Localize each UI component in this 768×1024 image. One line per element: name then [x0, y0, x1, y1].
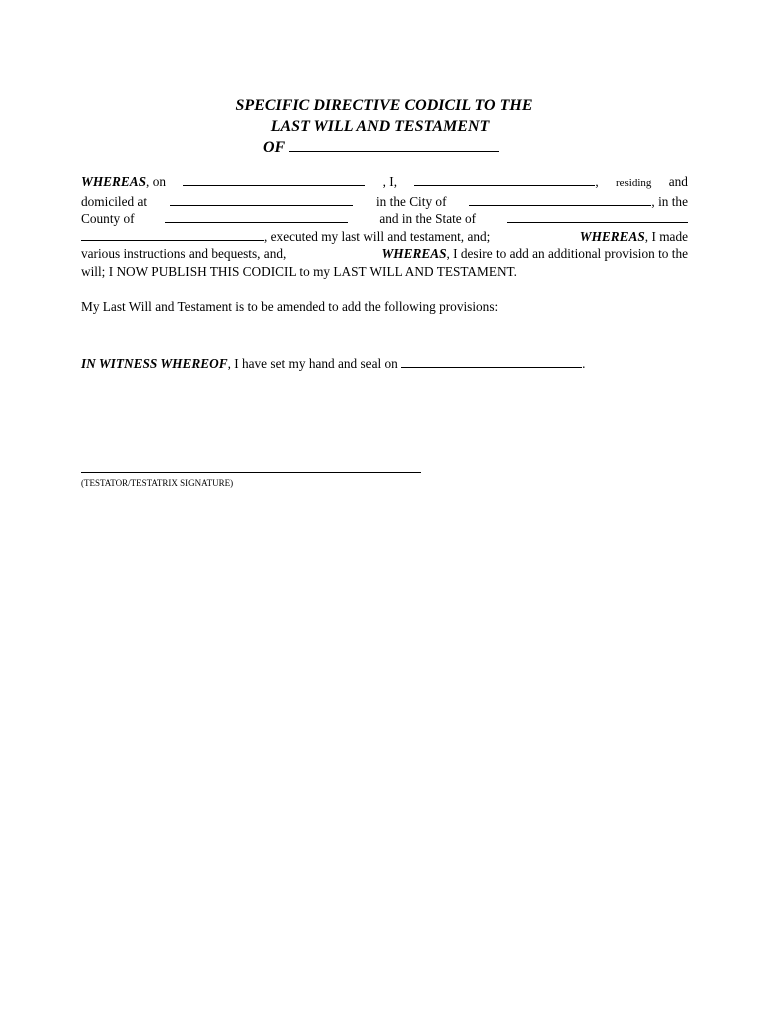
row4-lead	[81, 228, 490, 246]
witness-paragraph	[81, 355, 585, 373]
whereas-row-2	[81, 193, 688, 211]
witness-rest: , I have set my hand and seal on	[227, 356, 398, 371]
state-blank[interactable]	[507, 210, 688, 223]
whereas-row-1	[81, 173, 688, 193]
name-blank[interactable]	[414, 173, 595, 186]
state-of-text: and in the State of	[379, 211, 477, 227]
i-text: , I,	[382, 174, 398, 189]
in-the-text: , in the	[651, 193, 688, 209]
whereas-row-3	[81, 210, 688, 228]
address-blank[interactable]	[170, 193, 353, 206]
seal-date-blank[interactable]	[401, 355, 582, 368]
whereas-term-3: WHEREAS	[381, 246, 447, 262]
comma-text: ,	[595, 174, 599, 189]
testator-name-blank[interactable]	[289, 137, 499, 152]
title-line-3	[0, 137, 768, 158]
whereas-row-5	[81, 245, 688, 263]
row5-tail	[381, 245, 688, 263]
domiciled-at-text: domiciled at	[81, 193, 148, 209]
desire-text: , I desire to add an additional provision to the	[446, 246, 688, 262]
city-of-text: in the City of	[375, 193, 447, 209]
signature-caption: (TESTATOR/TESTATRIX SIGNATURE)	[81, 478, 234, 488]
whereas-row-6: will; I NOW PUBLISH THIS CODICIL to my LAST WILL AND TESTAMENT.	[81, 263, 518, 279]
whereas-paragraph	[81, 173, 688, 281]
row1-name-group	[414, 173, 598, 191]
executed-text: , executed my last will and testament, and;	[264, 228, 491, 244]
residing-text: residing	[615, 177, 652, 189]
amend-paragraph: My Last Will and Testament is to be amended to add the following provisions:	[81, 299, 499, 314]
whereas-row-4	[81, 228, 688, 246]
row4-tail	[580, 228, 688, 246]
row1-lead	[81, 173, 166, 191]
county-blank[interactable]	[165, 210, 348, 223]
row2-city-group	[469, 193, 688, 211]
county-of-text: County of	[81, 211, 135, 227]
signature-line[interactable]	[81, 472, 421, 473]
witness-period: .	[582, 356, 586, 371]
on-text: , on	[146, 174, 166, 189]
state-blank-continued[interactable]	[81, 228, 264, 241]
document-title	[0, 95, 768, 158]
and-text: and	[668, 174, 688, 189]
various-text: various instructions and bequests, and,	[81, 246, 287, 262]
whereas-term: WHEREAS	[81, 174, 147, 189]
i-made-text: , I made	[644, 228, 688, 244]
date-blank[interactable]	[183, 173, 365, 186]
title-line-1: SPECIFIC DIRECTIVE CODICIL TO THE	[235, 97, 533, 114]
whereas-term-2: WHEREAS	[579, 228, 645, 244]
title-line-2: LAST WILL AND TESTAMENT	[270, 118, 490, 135]
title-of-label: OF	[263, 139, 286, 156]
witness-lead: IN WITNESS WHEREOF	[81, 356, 228, 371]
city-blank[interactable]	[469, 193, 651, 206]
